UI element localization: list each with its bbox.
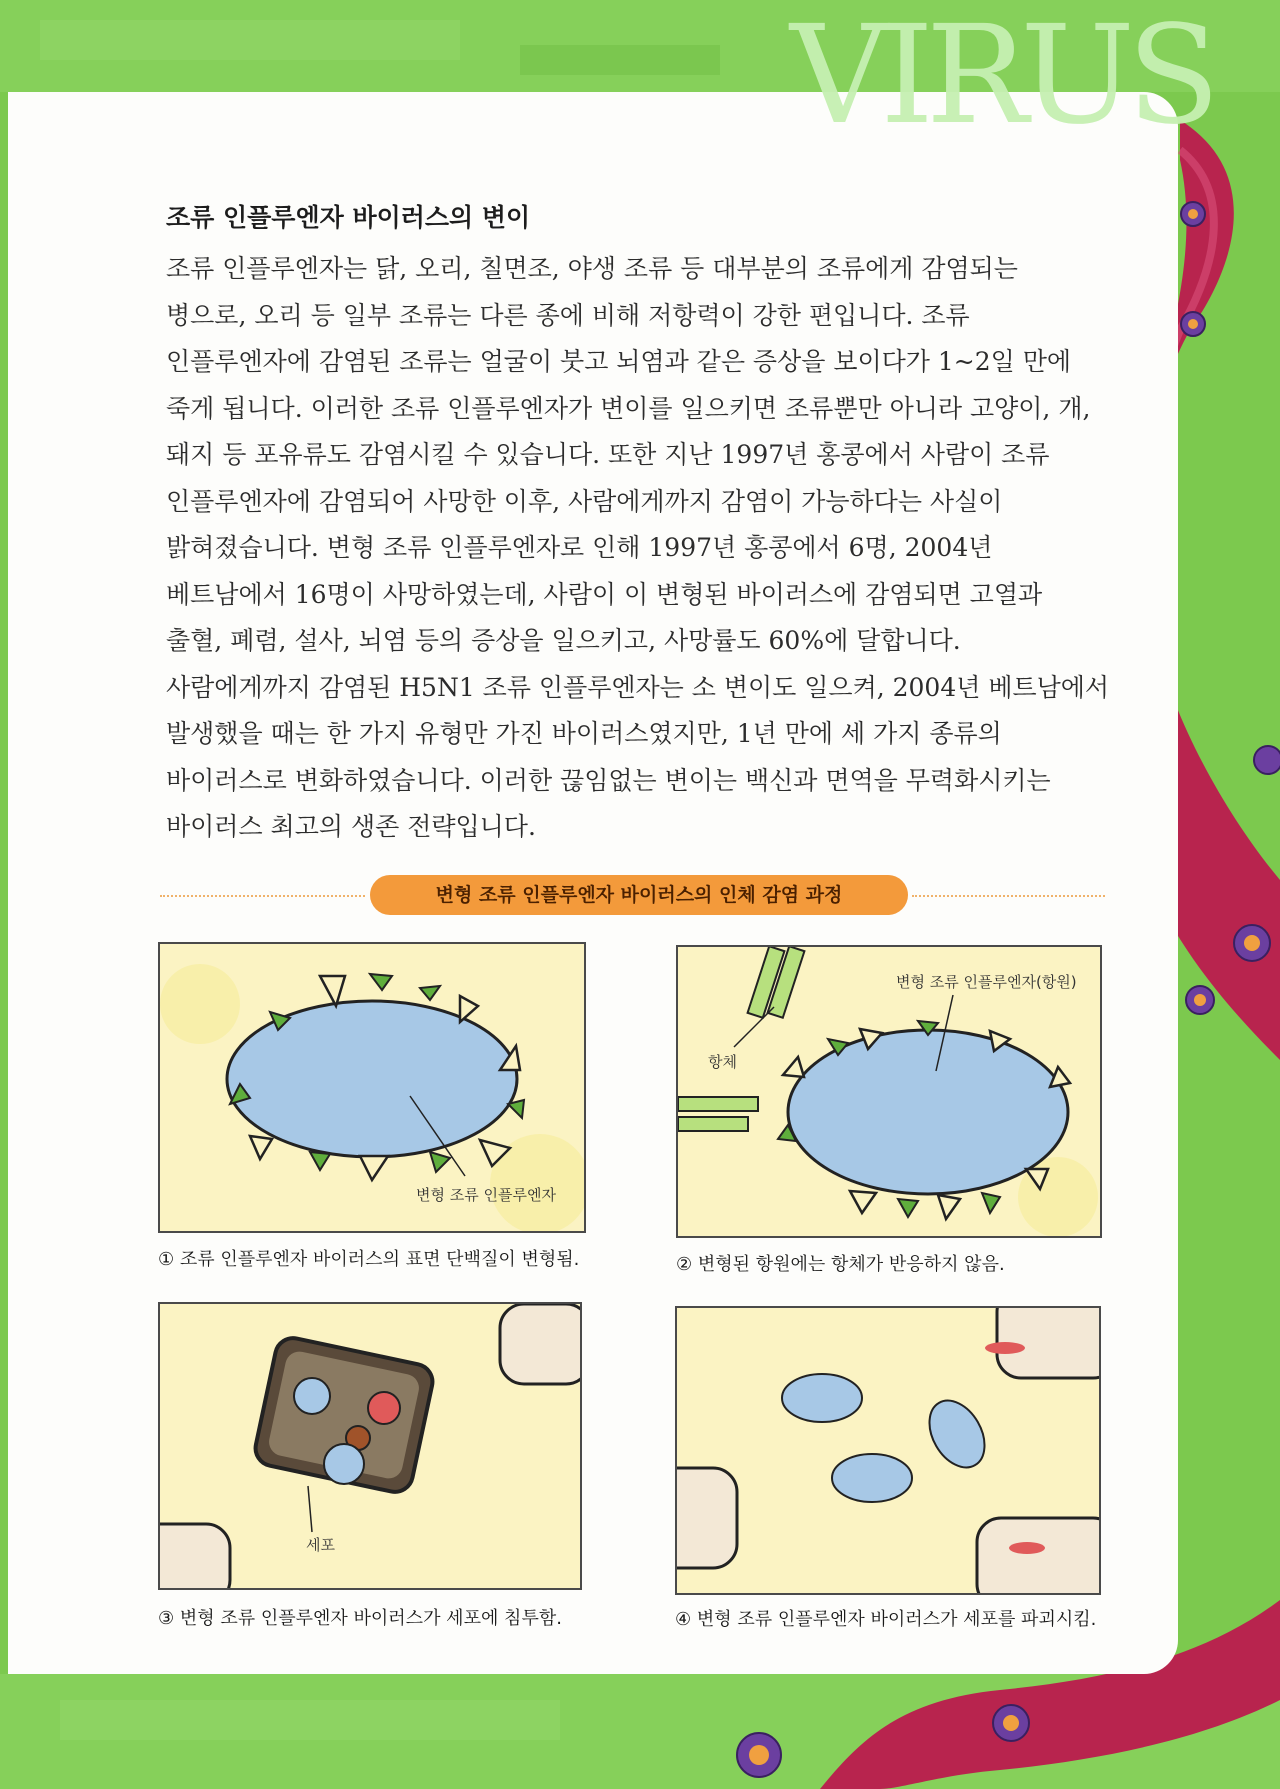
panel-4-illustration: [675, 1306, 1101, 1595]
process-banner: [160, 873, 1105, 919]
panel-1-illustration: [158, 942, 586, 1233]
body-line: 죽게 됩니다. 이러한 조류 인플루엔자가 변이를 일으키면 조류뿐만 아니라 고양이, 개,: [166, 393, 1091, 423]
section-heading: 조류 인플루엔자 바이러스의 변이: [166, 203, 531, 232]
body-line: 베트남에서 16명이 사망하였는데, 사람이 이 변형된 바이러스에 감염되면 고열과: [166, 579, 1043, 609]
body-line: 병으로, 오리 등 일부 조류는 다른 종에 비해 저항력이 강한 편입니다. 조류: [166, 300, 970, 330]
panel-3-caption: ③ 변형 조류 인플루엔자 바이러스가 세포에 침투함.: [158, 1608, 562, 1629]
panel-2-illustration: [676, 945, 1102, 1238]
body-line: 출혈, 폐렴, 설사, 뇌염 등의 증상을 일으키고, 사망률도 60%에 달합니다.: [166, 626, 961, 655]
body-line: 인플루엔자에 감염된 조류는 얼굴이 붓고 뇌염과 같은 증상을 보이다가 1~2일 만에: [166, 347, 1072, 376]
body-line: 조류 인플루엔자는 닭, 오리, 칠면조, 야생 조류 등 대부분의 조류에게 감염되는: [166, 254, 1018, 283]
panel-3-illustration: [158, 1302, 582, 1590]
body-line: 바이러스 최고의 생존 전략입니다.: [166, 812, 536, 841]
body-line: 돼지 등 포유류도 감염시킬 수 있습니다. 또한 지난 1997년 홍콩에서 사람이 조류: [166, 440, 1050, 469]
body-line: 인플루엔자에 감염되어 사망한 이후, 사람에게까지 감염이 가능하다는 사실이: [166, 486, 1003, 516]
panel-4-caption: ④ 변형 조류 인플루엔자 바이러스가 세포를 파괴시킴.: [675, 1609, 1097, 1630]
dotted-divider: [160, 895, 365, 897]
panel-1-caption: ① 조류 인플루엔자 바이러스의 표면 단백질이 변형됨.: [158, 1249, 580, 1270]
watermark-title: VIRUS: [790, 0, 1213, 155]
cell-label: 세포: [306, 1536, 335, 1554]
cell-destruction-diagram: [677, 1308, 1099, 1593]
mutated-virus-label: 변형 조류 인플루엔자: [416, 1186, 556, 1204]
body-text: [166, 246, 1116, 851]
body-line: 밝혀졌습니다. 변형 조류 인플루엔자로 인해 1997년 홍콩에서 6명, 2004년: [166, 533, 993, 562]
body-line: 바이러스로 변화하였습니다. 이러한 끊임없는 변이는 백신과 면역을 무력화시키는: [166, 765, 1051, 795]
antibody-no-reaction-diagram: [678, 947, 1100, 1236]
body-line: 발생했을 때는 한 가지 유형만 가진 바이러스였지만, 1년 만에 세 가지 종류의: [166, 719, 1002, 748]
antigen-label: 변형 조류 인플루엔자(항원): [896, 973, 1077, 991]
banner-title: 변형 조류 인플루엔자 바이러스의 인체 감염 과정: [370, 875, 908, 915]
virus-mutation-diagram: [160, 944, 584, 1231]
body-line: 사람에게까지 감염된 H5N1 조류 인플루엔자는 소 변이도 일으켜, 2004년 베트남에서: [166, 672, 1110, 702]
dotted-divider: [912, 895, 1105, 897]
panel-2-caption: ② 변형된 항원에는 항체가 반응하지 않음.: [676, 1254, 1005, 1275]
cell-invasion-diagram: [160, 1304, 580, 1588]
antibody-label: 항체: [708, 1053, 737, 1071]
